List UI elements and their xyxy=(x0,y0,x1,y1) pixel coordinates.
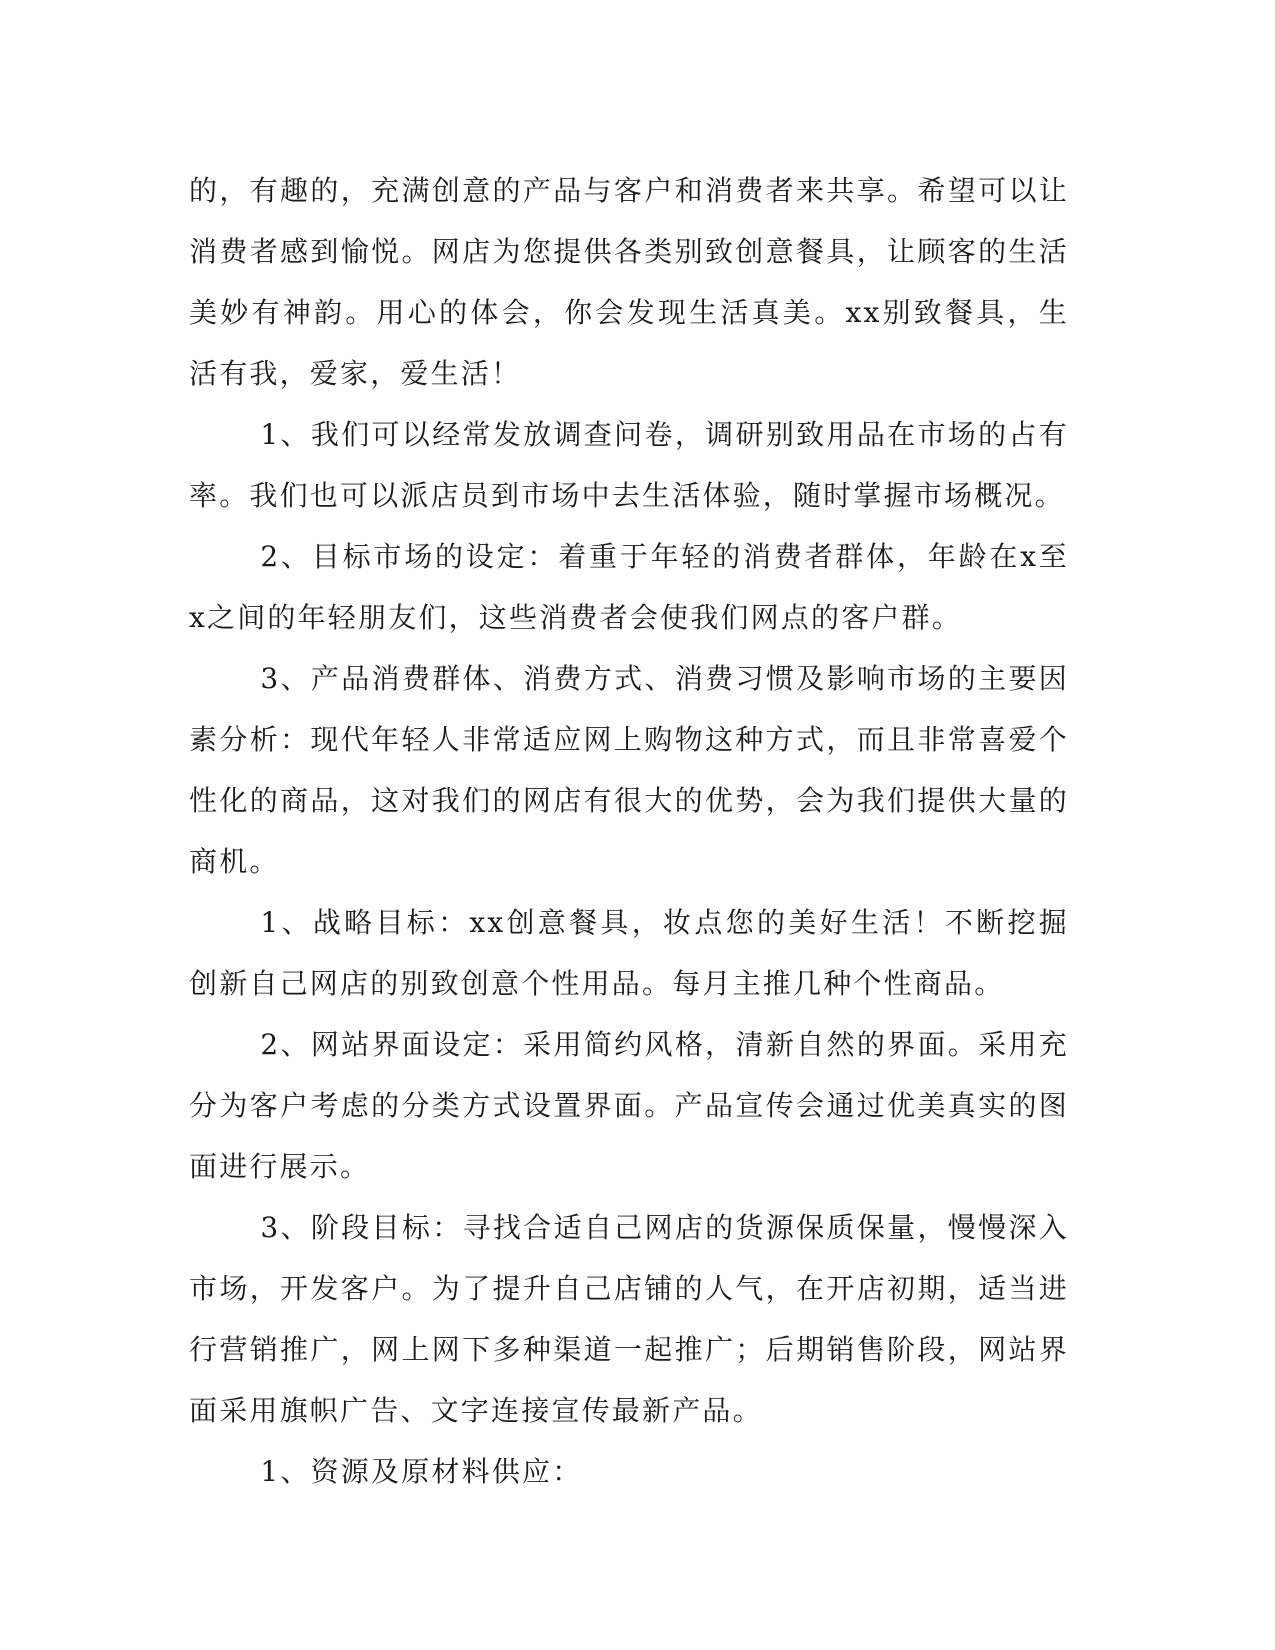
paragraph-resources: 1、资源及原材料供应： xyxy=(260,1455,583,1488)
paragraph-intro-continuation: 的，有趣的，充满创意的产品与客户和消费者来共享。希望可以让消费者感到愉悦。网店为您提供各类别致创意餐具，让顾客的生活美妙有神韵。用心的体会，你会发现生活真美。xx别致餐具，生活有我，爱家，爱生活！ xyxy=(189,174,1069,390)
document-body xyxy=(189,160,1069,1502)
paragraph-stage-goal: 3、阶段目标：寻找合适自己网店的货源保质保量，慢慢深入市场，开发客户。为了提升自己店铺的人气，在开店初期，适当进行营销推广，网上网下多种渠道一起推广；后期销售阶段，网站界面采用旗帜广告、文字连接宣传最新产品。 xyxy=(189,1211,1069,1427)
paragraph-target-market: 2、目标市场的设定：着重于年轻的消费者群体，年龄在x至x之间的年轻朋友们，这些消费者会使我们网点的客户群。 xyxy=(189,540,1069,634)
paragraph-survey: 1、我们可以经常发放调查问卷，调研别致用品在市场的占有率。我们也可以派店员到市场中去生活体验，随时掌握市场概况。 xyxy=(189,418,1069,512)
paragraph-strategic-goal: 1、战略目标：xx创意餐具，妆点您的美好生活！不断挖掘创新自己网店的别致创意个性用品。每月主推几种个性商品。 xyxy=(189,906,1069,1000)
paragraph-consumer-analysis: 3、产品消费群体、消费方式、消费习惯及影响市场的主要因素分析：现代年轻人非常适应网上购物这种方式，而且非常喜爱个性化的商品，这对我们的网店有很大的优势，会为我们提供大量的商机。 xyxy=(189,662,1069,878)
paragraph-site-interface: 2、网站界面设定：采用简约风格，清新自然的界面。采用充分为客户考虑的分类方式设置界面。产品宣传会通过优美真实的图面进行展示。 xyxy=(189,1028,1069,1183)
